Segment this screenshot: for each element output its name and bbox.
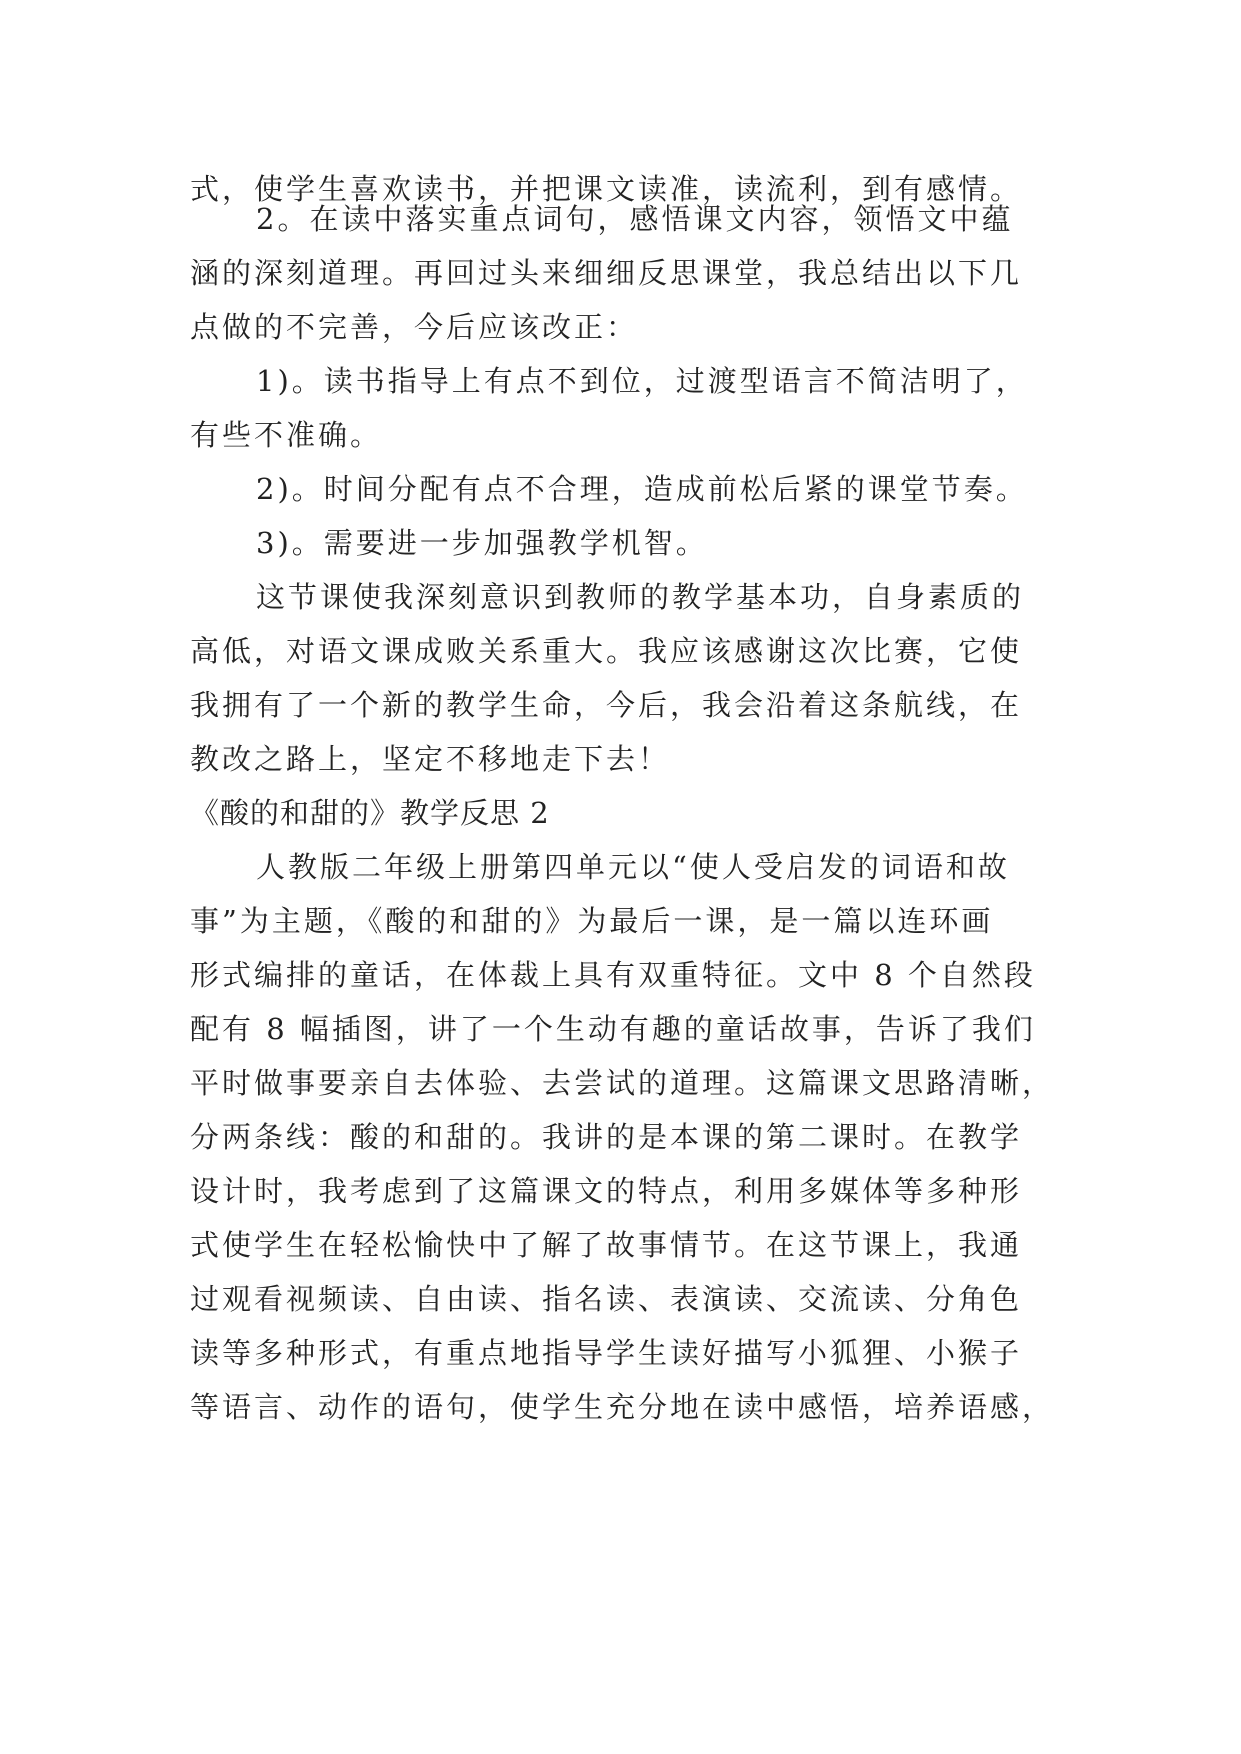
text-line: 过观看视频读、自由读、指名读、表演读、交流读、分角色 xyxy=(190,1282,1023,1316)
text-line: 这节课使我深刻意识到教师的教学基本功，自身素质的 xyxy=(256,580,1025,614)
text-line: 平时做事要亲自去体验、去尝试的道理。这篇课文思路清晰， xyxy=(190,1066,1055,1100)
text-line: 我拥有了一个新的教学生命，今后，我会沿着这条航线，在 xyxy=(190,688,1023,722)
text-line: 2)。时间分配有点不合理，造成前松后紧的课堂节奏。 xyxy=(256,472,1028,506)
text-line: 2。在读中落实重点词句，感悟课文内容，领悟文中蕴 xyxy=(256,202,1014,236)
text-line: 配有 8 幅插图，讲了一个生动有趣的童话故事，告诉了我们 xyxy=(190,1012,1036,1046)
text-line: 3)。需要进一步加强教学机智。 xyxy=(256,526,708,560)
text-line: 高低，对语文课成败关系重大。我应该感谢这次比赛，它使 xyxy=(190,634,1023,668)
text-line: 式，使学生喜欢读书，并把课文读准，读流利，到有感情。 xyxy=(190,172,1023,206)
text-line: 事”为主题，《酸的和甜的》为最后一课，是一篇以连环画 xyxy=(190,904,994,938)
text-line: 形式编排的童话，在体裁上具有双重特征。文中 8 个自然段 xyxy=(190,958,1036,992)
text-line: 设计时，我考虑到了这篇课文的特点，利用多媒体等多种形 xyxy=(190,1174,1023,1208)
text-line: 1)。读书指导上有点不到位，过渡型语言不简洁明了， xyxy=(256,364,1028,398)
text-line: 分两条线：酸的和甜的。我讲的是本课的第二课时。在教学 xyxy=(190,1120,1023,1154)
text-line: 人教版二年级上册第四单元以“使人受启发的词语和故 xyxy=(256,850,1010,884)
section-heading: 《酸的和甜的》教学反思 2 xyxy=(190,796,550,830)
text-line: 教改之路上，坚定不移地走下去！ xyxy=(190,742,671,776)
text-line: 读等多种形式，有重点地指导学生读好描写小狐狸、小猴子 xyxy=(190,1336,1023,1370)
text-line: 等语言、动作的语句，使学生充分地在读中感悟，培养语感， xyxy=(190,1390,1055,1424)
text-line: 点做的不完善，今后应该改正： xyxy=(190,310,639,344)
text-line: 涵的深刻道理。再回过头来细细反思课堂，我总结出以下几 xyxy=(190,256,1023,290)
text-line: 有些不准确。 xyxy=(190,418,383,452)
text-line: 式使学生在轻松愉快中了解了故事情节。在这节课上，我通 xyxy=(190,1228,1023,1262)
